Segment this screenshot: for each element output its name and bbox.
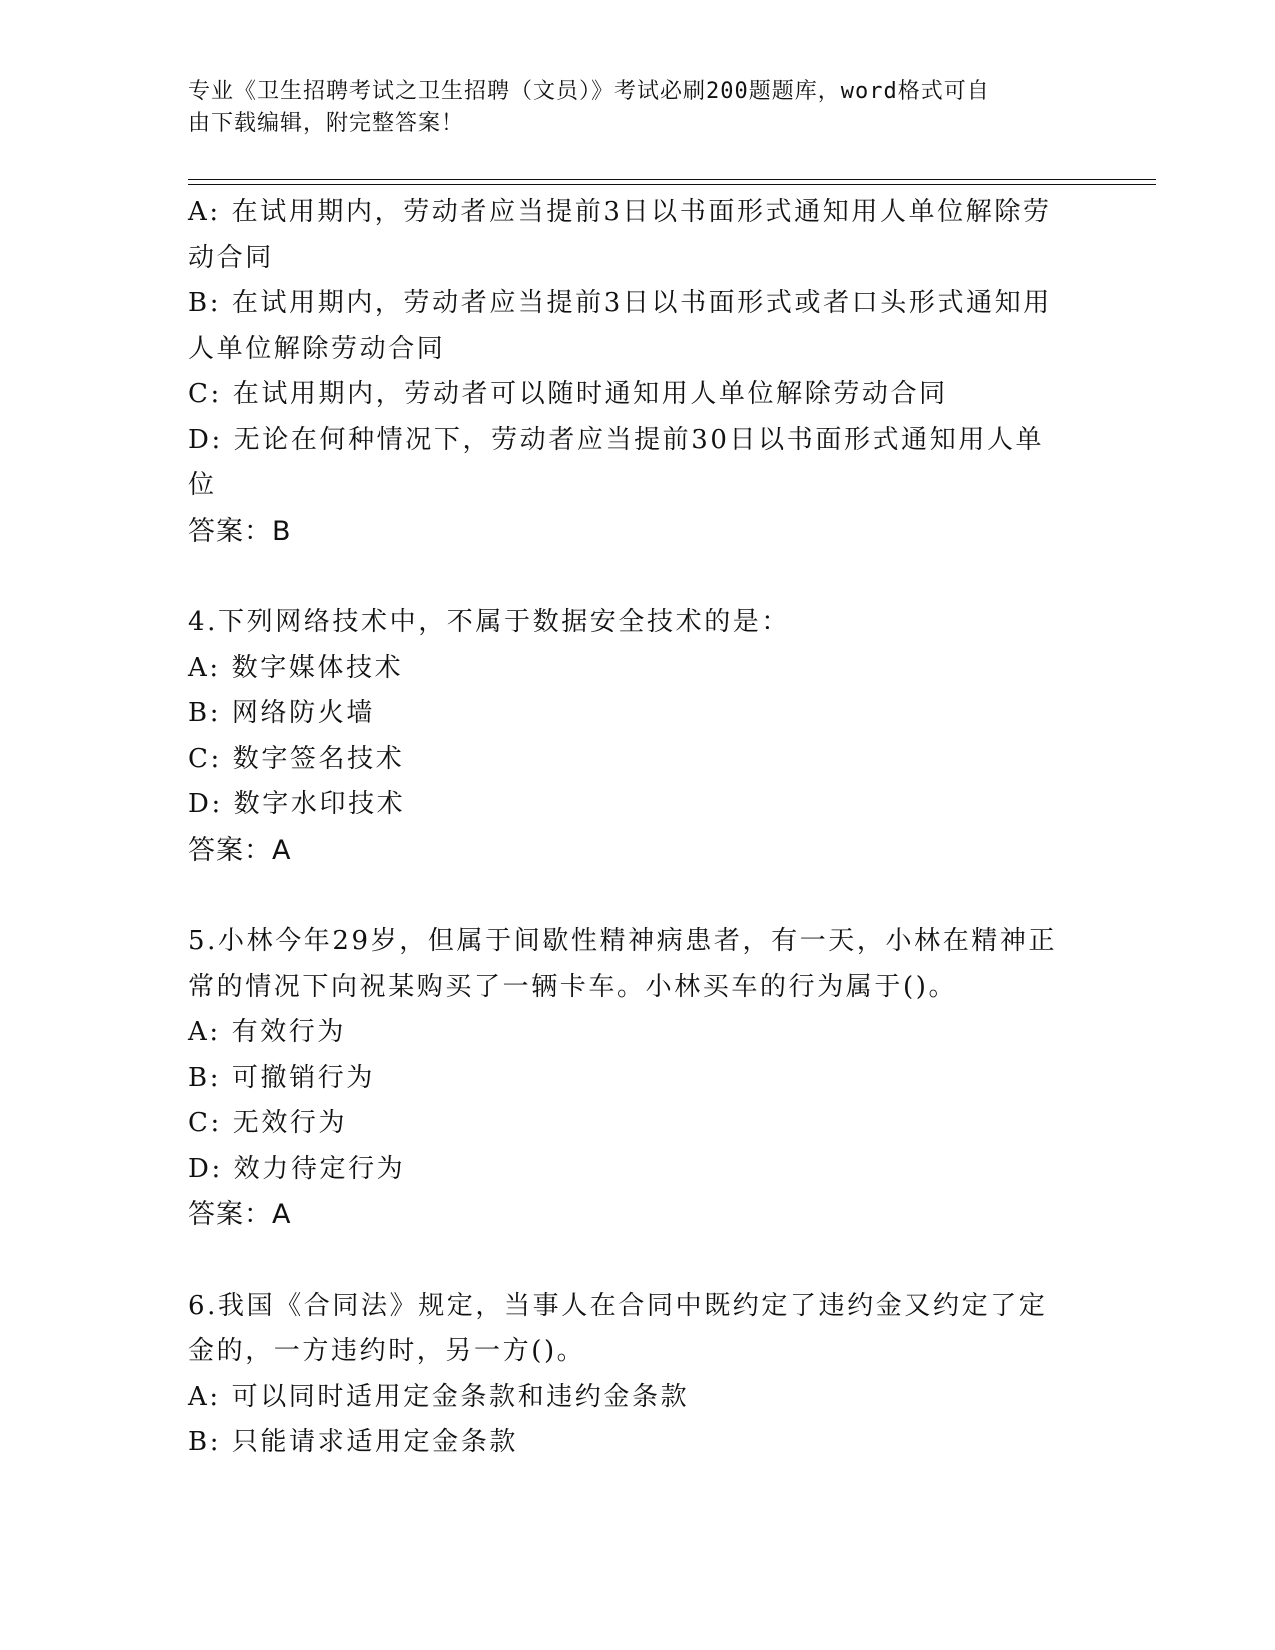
question-5-block [188, 919, 1088, 1238]
q5-option-a: A: 有效行为 [188, 1017, 347, 1047]
q3-option-b-line-1: B: 在试用期内，劳动者应当提前3日以书面形式或者口头形式通知用 [188, 288, 1052, 318]
q4-option-a: A: 数字媒体技术 [188, 652, 404, 683]
document-header [188, 76, 1068, 140]
q5-option-c: C: 无效行为 [188, 1108, 348, 1138]
q6-question-line-1: 6.我国《合同法》规定，当事人在合同中既约定了违约金又约定了定 [188, 1290, 1048, 1321]
q5-option-b: B: 可撤销行为 [188, 1062, 375, 1093]
q5-question-line-2: 常的情况下向祝某购买了一辆卡车。小林买车的行为属于()。 [188, 971, 958, 1002]
spacer [188, 1238, 1088, 1284]
q3-option-d-line-2: 位 [188, 470, 217, 500]
q3-option-a-line-2: 动合同 [188, 242, 274, 273]
q4-option-b: B: 网络防火墙 [188, 698, 375, 728]
spacer [188, 873, 1088, 919]
q6-question-line-2: 金的，一方违约时，另一方()。 [188, 1336, 586, 1366]
question-4-block [188, 600, 1088, 873]
question-list [188, 190, 1088, 1466]
q4-option-c: C: 数字签名技术 [188, 743, 405, 774]
q4-question: 4.下列网络技术中，不属于数据安全技术的是： [188, 607, 791, 637]
header-divider-top [188, 179, 1156, 180]
q4-option-d: D: 数字水印技术 [188, 789, 406, 819]
q3-option-b-line-2: 人单位解除劳动合同 [188, 333, 446, 364]
q5-question-line-1: 5.小林今年29岁，但属于间歇性精神病患者，有一天，小林在精神正 [188, 926, 1058, 956]
q4-answer: 答案：A [188, 834, 292, 866]
q3-option-c: C: 在试用期内，劳动者可以随时通知用人单位解除劳动合同 [188, 379, 948, 409]
question-3-block [188, 190, 1088, 554]
header-title-line-1: 专业《卫生招聘考试之卫生招聘（文员）》考试必刷200题题库，word格式可自 [188, 79, 990, 104]
header-divider-bottom [188, 184, 1156, 185]
q6-option-b: B: 只能请求适用定金条款 [188, 1427, 518, 1457]
q6-option-a: A: 可以同时适用定金条款和违约金条款 [188, 1381, 690, 1412]
question-6-block [188, 1284, 1088, 1466]
header-title-line-2: 由下载编辑，附完整答案！ [188, 111, 465, 136]
q3-option-a-line-1: A: 在试用期内，劳动者应当提前3日以书面形式通知用人单位解除劳 [188, 197, 1052, 227]
q5-option-d: D: 效力待定行为 [188, 1153, 406, 1184]
q5-answer: 答案：A [188, 1199, 292, 1230]
q3-option-d-line-1: D: 无论在何种情况下，劳动者应当提前30日以书面形式通知用人单 [188, 424, 1045, 455]
spacer [188, 554, 1088, 600]
q3-answer: 答案：B [188, 515, 292, 547]
